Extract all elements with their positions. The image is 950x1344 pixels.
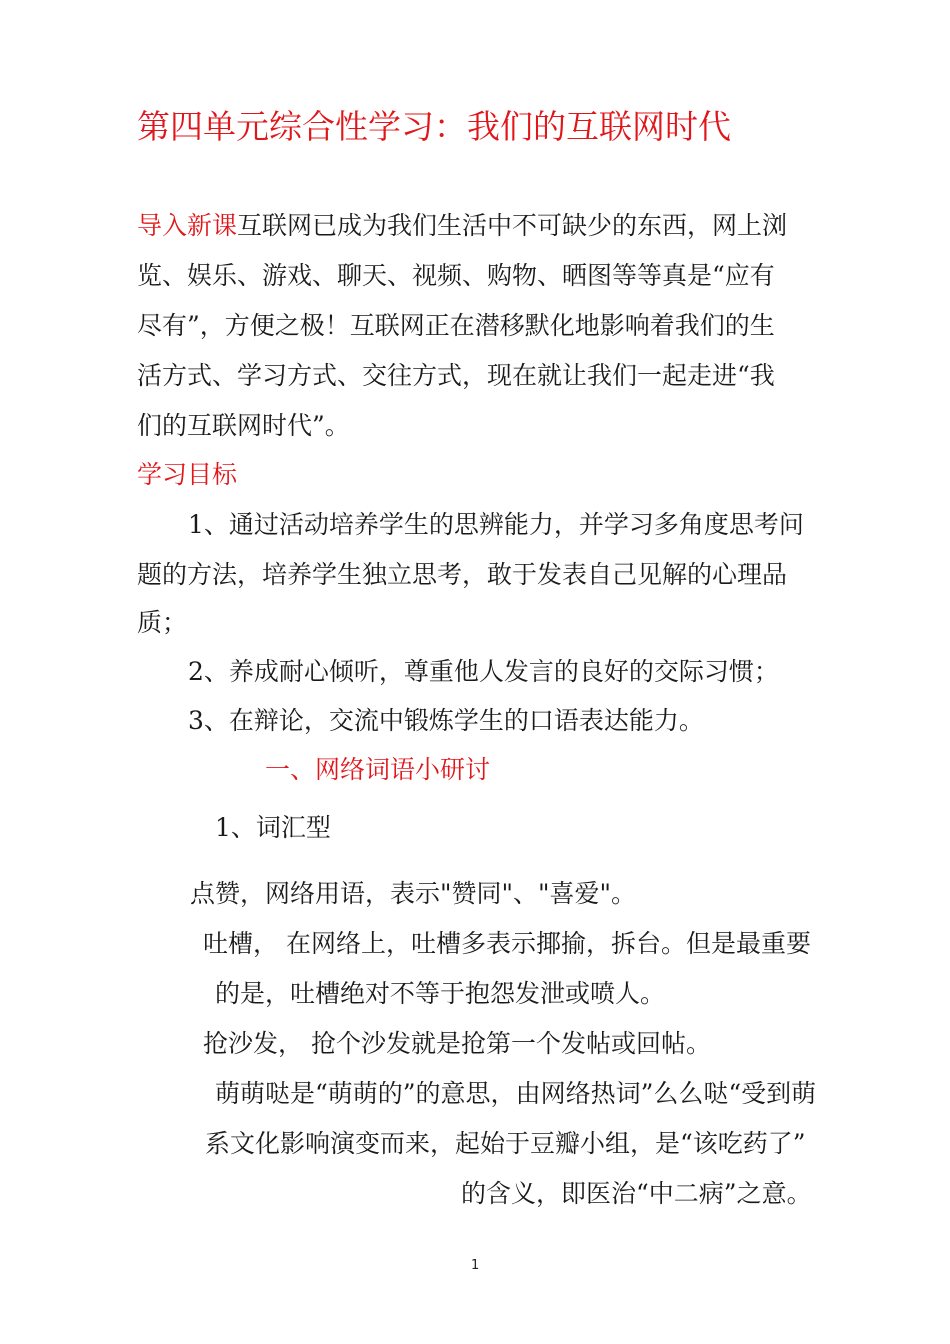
vocab-line-4: 抢沙发， 抢个沙发就是抢第一个发帖或回帖。 [203, 1029, 711, 1058]
objective-line-4: 2、养成耐心倾听，尊重他人发言的良好的交际习惯； [188, 657, 779, 686]
vocab-line-6: 系文化影响演变而来，起始于豆瓣小组，是“该吃药了” [205, 1129, 806, 1158]
page-number: 1 [471, 1258, 480, 1273]
objective-line-2: 题的方法，培养学生独立思考，敢于发表自己见解的心理品 [137, 560, 788, 589]
objective-line-3: 质； [137, 608, 188, 637]
section1-heading: 一、网络词语小研讨 [265, 755, 491, 784]
intro-line-4: 活方式、学习方式、交往方式，现在就让我们一起走进“我 [137, 361, 775, 390]
objective-line-1: 1、通过活动培养学生的思辨能力，并学习多角度思考问 [188, 510, 804, 539]
section1-subheading: 1、词汇型 [215, 813, 331, 842]
intro-line-2: 览、娱乐、游戏、聊天、视频、购物、晒图等等真是“应有 [137, 261, 775, 290]
vocab-line-2: 吐槽， 在网络上，吐槽多表示揶揄，拆台。但是最重要 [203, 929, 811, 958]
vocab-line-7: 的含义，即医治“中二病”之意。 [461, 1179, 812, 1208]
vocab-line-5: 萌萌哒是“萌萌的”的意思，由网络热词”么么哒“受到萌 [215, 1079, 817, 1108]
intro-line-3: 尽有”，方便之极！互联网正在潜移默化地影响着我们的生 [137, 311, 775, 340]
vocab-line-3: 的是，吐槽绝对不等于抱怨发泄或喷人。 [215, 979, 666, 1008]
intro-line-5: 们的互联网时代”。 [137, 411, 350, 440]
objectives-heading: 学习目标 [137, 460, 238, 489]
intro-label: 导入新课 [137, 211, 238, 240]
vocab-line-1: 点赞，网络用语，表示"赞同"、"喜爱"。 [190, 879, 636, 908]
intro-line-1 [137, 210, 787, 242]
page-title: 第四单元综合性学习：我们的互联网时代 [137, 107, 731, 146]
intro-text: 互联网已成为我们生活中不可缺少的东西，网上浏 [237, 211, 788, 240]
objective-line-5: 3、在辩论，交流中锻炼学生的口语表达能力。 [188, 706, 704, 735]
